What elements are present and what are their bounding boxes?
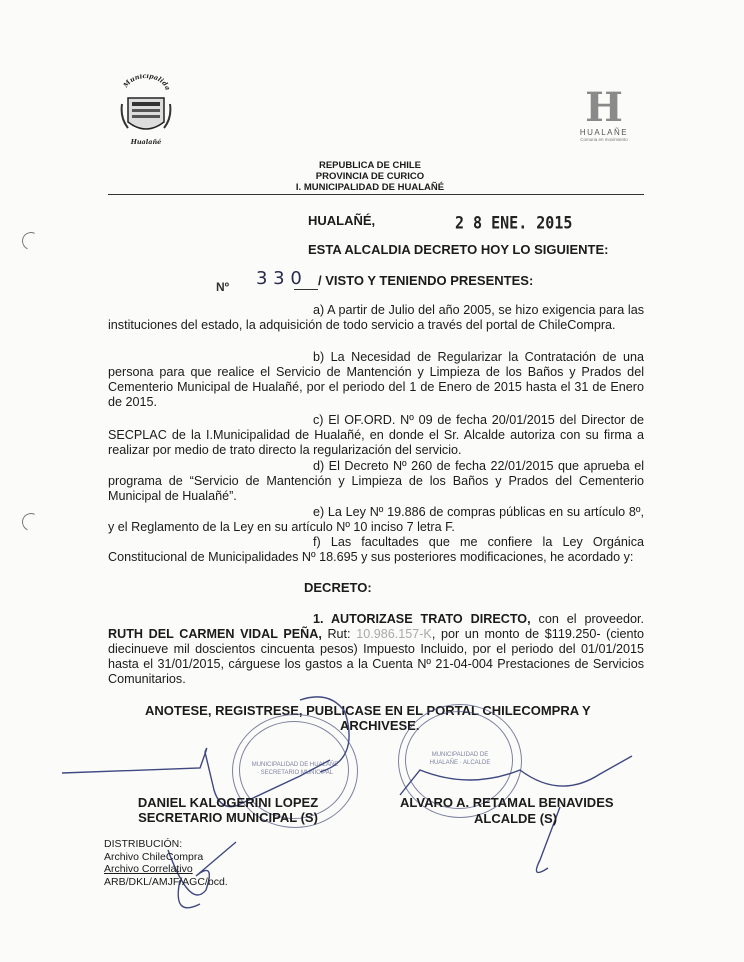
consideration-a: a) A partir de Julio del año 2005, se hizo exigencia para las instituciones del estado, la adquisición de todo servicio a través del portal de ChileCompra.: [108, 303, 645, 332]
header-provincia: PROVINCIA DE CURICO: [315, 171, 425, 182]
mayor-seal: MUNICIPALIDAD DE HUALAÑE · ALCALDE: [398, 704, 522, 818]
number-prefix: Nº: [216, 280, 230, 294]
brand-name: HUALAÑE: [579, 128, 629, 137]
distribution-item: Archivo Correlativo: [104, 863, 193, 875]
date-stamp: 2 8 ENE. 2015: [455, 212, 573, 234]
consideration-d: d) El Decreto Nº 260 de fecha 22/01/2015 que aprueba el programa de “Servicio de Mantención y Limpieza de los Baños y Prados del Cementerio Municipal de Hualañé”.: [108, 459, 644, 503]
decreto-title: DECRETO:: [304, 580, 372, 595]
header-republica: REPUBLICA DE CHILE: [318, 160, 422, 171]
consideration-b: b) La Necesidad de Regularizar la Contratación de una persona para que realice el Servicio de Mantención y Limpieza de los Baños y Prados del Cementerio Municipal de Hualañé, por el periodo del 1 de Enero de 2015 hasta el 31 de Enero de 2015.: [108, 350, 644, 409]
decree-number: 3 3 0: [256, 268, 302, 289]
secretary-name: DANIEL KALOGERINI LOPEZ: [137, 795, 319, 810]
rut-value: 10.986.157-K: [356, 627, 432, 641]
distribution-title: DISTRIBUCIÓN:: [104, 838, 183, 850]
distribution-item: Archivo ChileCompra: [104, 850, 204, 863]
secretary-seal: MUNICIPALIDAD DE HUALAÑE · SECRETARIO MUNICIPAL: [232, 714, 358, 828]
svg-text:Hualañé: Hualañé: [130, 138, 162, 146]
closing-line-1: ANOTESE, REGISTRESE, PUBLICASE EN EL PORTAL CHILECOMPRA Y: [145, 703, 591, 718]
secretary-signature-block: [128, 795, 328, 825]
svg-text:Municipalidad: Municipalida: [121, 74, 172, 92]
article-1: 1. AUTORIZASE TRATO DIRECTO, con el proveedor. RUTH DEL CARMEN VIDAL PEÑA, Rut: 10.986.157-K, por un monto de $119.250- (ciento diecinueve mil doscientos cincuenta pesos) Impuesto Incluido, por el periodo del 01/01/2015 hasta el 31/01/2015, cárguese los gastos a la Cuenta Nº 21-04-004 Prestaciones de Servicios Comunitarios.: [108, 612, 644, 686]
header-municipalidad: I. MUNICIPALIDAD DE HUALAÑÉ: [295, 182, 445, 193]
consideration-f: f) Las facultades que me confiere la Ley Orgánica Constitucional de Municipalidades Nº 18.695 y sus posteriores modificaciones, he acordado y:: [108, 535, 644, 564]
consideration-e: e) La Ley Nº 19.886 de compras públicas en su artículo 8º, y el Reglamento de la Ley en su artículo Nº 10 inciso 7 letra F.: [108, 505, 644, 534]
brand-monogram: H: [585, 84, 623, 131]
secretary-title: SECRETARIO MUNICIPAL (S): [138, 810, 318, 825]
decree-intro: ESTA ALCALDIA DECRETO HOY LO SIGUIENTE:: [308, 242, 609, 257]
mayor-name: ALVARO A. RETAMAL BENAVIDES: [400, 795, 614, 810]
closing-line-2: ARCHIVESE.: [340, 718, 420, 733]
mayor-title: ALCALDE (S): [474, 811, 558, 826]
visto-heading: / VISTO Y TENIENDO PRESENTES:: [318, 273, 534, 288]
place-label: HUALAÑÉ,: [308, 213, 376, 228]
distribution-item: ARB/DKL/AMJF/AGC/bcd.: [104, 875, 228, 888]
distribution-block: [104, 838, 228, 888]
consideration-c: c) El OF.ORD. Nº 09 de fecha 20/01/2015 del Director de SECPLAC de la I.Municipalidad de Hualañé, en donde el Sr. Alcalde autoriza con su firma a realizar por medio de trato directo la regularización del servicio.: [108, 413, 644, 457]
brand-tagline: Comuna en movimiento: [580, 137, 628, 142]
